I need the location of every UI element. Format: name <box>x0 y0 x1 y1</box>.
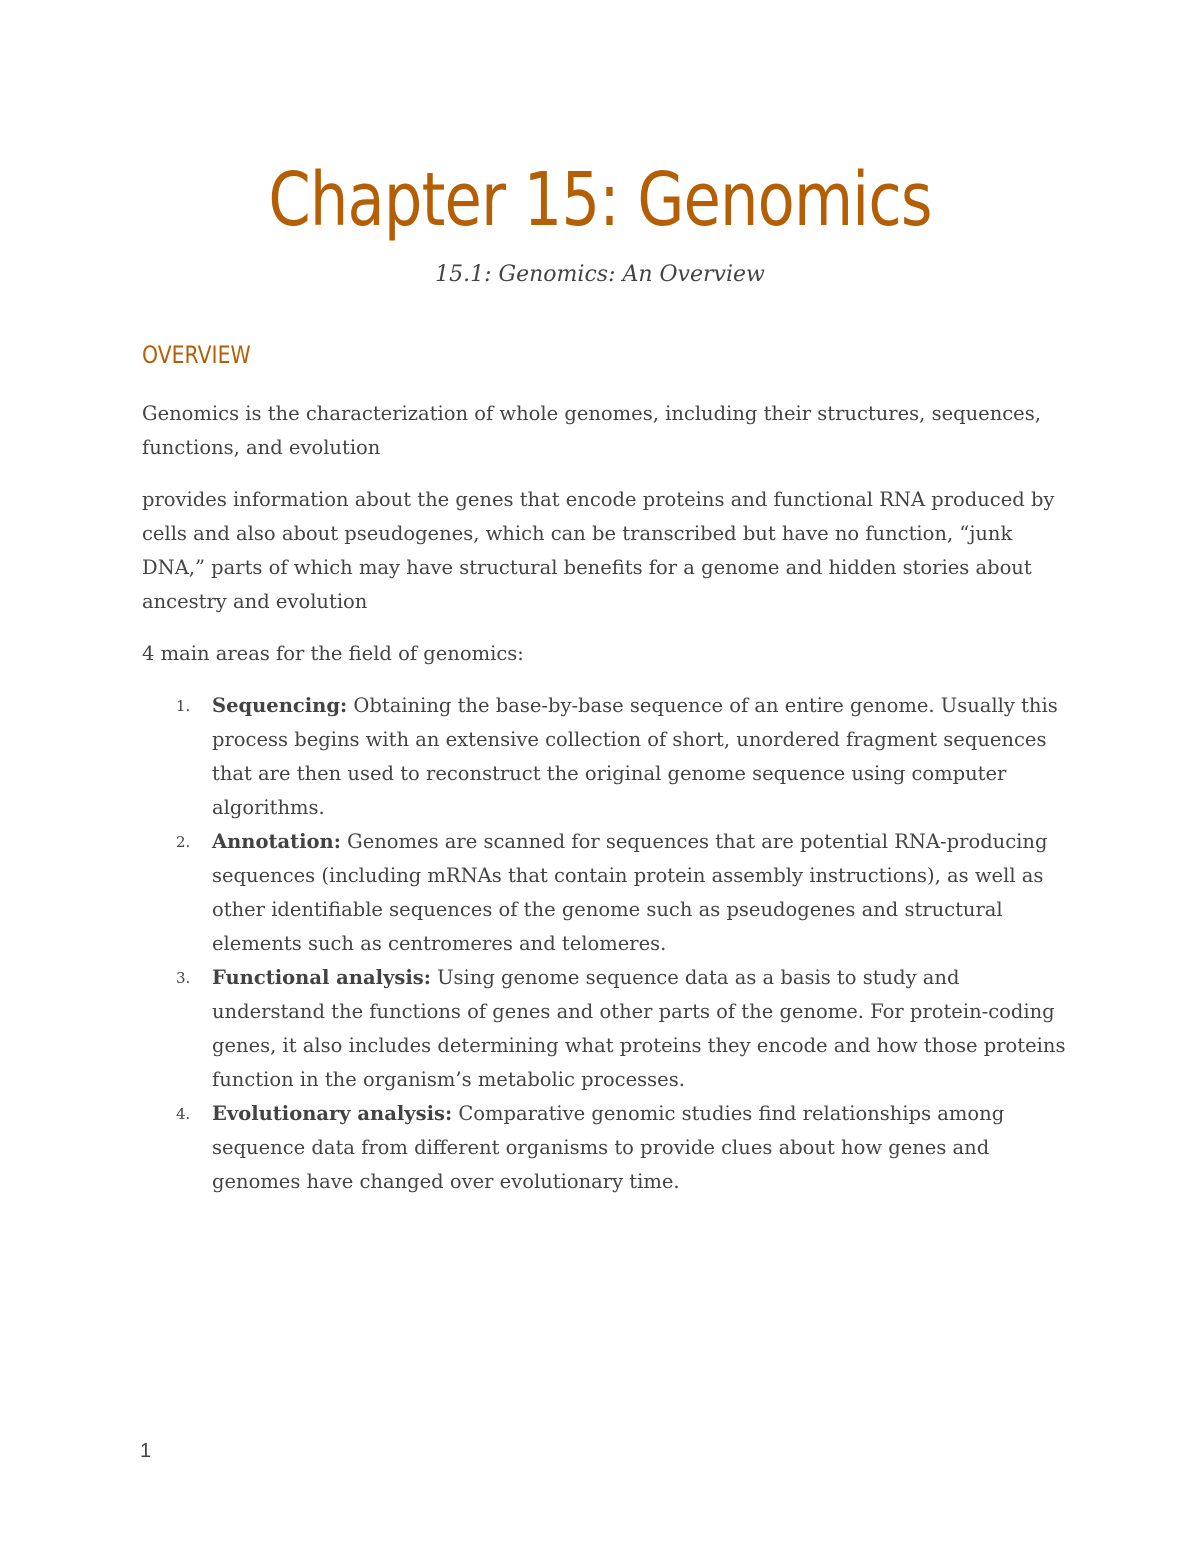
list-term: Functional analysis: <box>212 966 431 990</box>
paragraph-information: provides information about the genes that encode proteins and functional RNA produced by cells and also about pseudogenes, which can be transcribed but have no function, “junk DNA,” parts of which may have structural benefits for a genome and hidden stories about ancestry and evolution <box>142 488 1055 614</box>
document-body <box>142 340 1072 1199</box>
list-term: Annotation: <box>212 830 341 854</box>
list-text: Comparative genomic studies find relationships among sequence data from different organisms to provide clues about how genes and genomes have changed over evolutionary time. <box>212 1102 1005 1194</box>
chapter-title: Chapter 15: Genomics <box>268 157 932 243</box>
list-text: Obtaining the base-by-base sequence of an entire genome. Usually this process begins with an extensive collection of short, unordered fragment sequences that are then used to reconstruct the original genome sequence using computer algorithms. <box>212 694 1058 820</box>
list-number: 4. <box>176 1105 191 1124</box>
list-item <box>142 825 1072 961</box>
list-term: Sequencing: <box>212 694 348 718</box>
list-item <box>142 1097 1072 1199</box>
list-number: 3. <box>176 969 191 988</box>
list-text: Using genome sequence data as a basis to study and understand the functions of genes and other parts of the genome. For protein-coding genes, it also includes determining what proteins they encode and how those proteins function in the organism’s metabolic processes. <box>212 966 1066 1092</box>
overview-heading: OVERVIEW <box>142 341 251 369</box>
list-item <box>142 961 1072 1097</box>
page-number: 1 <box>140 1440 152 1462</box>
paragraph-areas-intro: 4 main areas for the field of genomics: <box>142 642 524 666</box>
paragraph-definition: Genomics is the characterization of whole genomes, including their structures, sequences, functions, and evolution <box>142 402 1041 460</box>
list-number: 2. <box>176 833 191 852</box>
list-number: 1. <box>176 697 191 716</box>
list-text: Genomes are scanned for sequences that are potential RNA-producing sequences (including mRNAs that contain protein assembly instructions), as well as other identifiable sequences of the genome such as pseudogenes and structural elements such as centromeres and telomeres. <box>212 830 1048 956</box>
list-item <box>142 689 1072 825</box>
list-term: Evolutionary analysis: <box>212 1102 453 1126</box>
genomics-areas-list <box>142 689 1072 1199</box>
section-subtitle: 15.1: Genomics: An Overview <box>435 262 765 287</box>
